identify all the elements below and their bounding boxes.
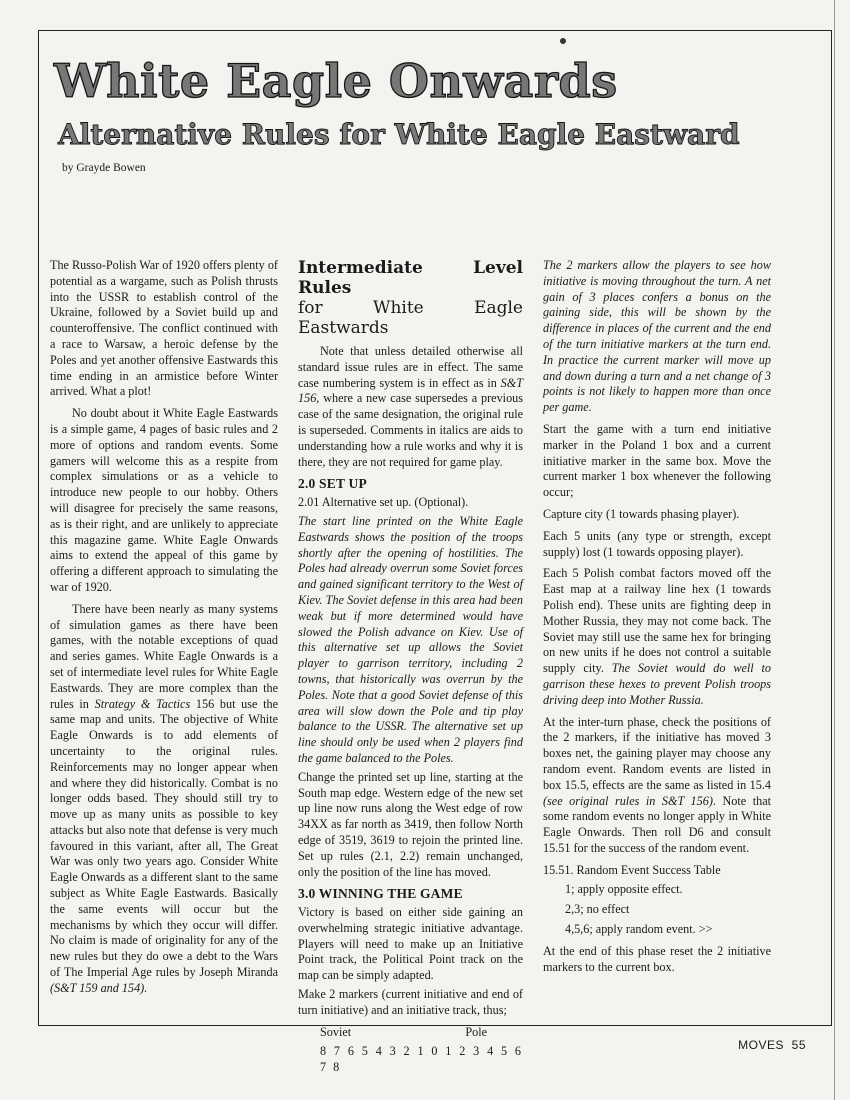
table-row: 4,5,6; apply random event. >> <box>565 922 713 937</box>
article-subtitle: Alternative Rules for White Eagle Eastward <box>58 118 740 151</box>
byline: by Grayde Bowen <box>62 162 146 174</box>
text-run: Strategy & Tactics <box>94 696 191 711</box>
paragraph <box>298 344 523 470</box>
paragraph <box>50 602 278 997</box>
magazine-name: MOVES <box>738 1038 784 1052</box>
text-run: 156 but use the same map and units. The objective of White Eagle Onwards is to add elements of uncertainty to the original rules. Reinforcements may no longer appear when and where they did historically. Combat is no longer odds based. They should still try to move up as many units as possible to key attacks but also note that defense is very much favoured in this variant, after all, The Great War was only two years ago. Consider White Eagle Onwards as a different slant to the same subject as White Eagle Eastwards. Basically the same events will occur but the mechanisms by which they occur will differ. No claim is made of originality for any of the new rules but they do owe a debt to the Wars of The Imperial Age rules by Joseph Miranda <box>50 696 278 980</box>
rule-heading-3-0: 3.0 WINNING THE GAME <box>298 886 463 902</box>
section-heading-line-2: for White Eagle Eastwards <box>298 298 523 338</box>
column-2 <box>298 258 523 1076</box>
text-run: (see original rules in S&T 156) <box>543 793 713 808</box>
page-footer <box>738 1038 806 1052</box>
track-label-pole: Pole <box>465 1024 487 1039</box>
column-3 <box>543 258 771 978</box>
text-run: At the inter-turn phase, check the positions of the 2 markers, if the initiative has moved 3 boxes net, the gaining player may choose any random event. Random events are listed in box 15.5, effects are the same as listed in 15.4 <box>543 714 771 792</box>
paragraph <box>543 566 771 708</box>
section-heading <box>298 258 523 338</box>
text-run: (S&T 159 and 154). <box>50 980 148 995</box>
text-run: The Soviet would do well to garrison these hexes to prevent Polish troops driving deep into Mother Russia. <box>543 661 771 707</box>
table-title: 15.51. Random Event Success Table <box>543 862 721 877</box>
paragraph <box>543 715 771 857</box>
section-heading-line-1: Intermediate Level Rules <box>298 258 523 298</box>
page-edge-line <box>834 0 835 1100</box>
paragraph: The 2 markers allow the players to see how initiative is moving throughout the turn. A net gain of 3 places confers a bonus on the gaining side, this will be shown by the difference in places of the current and the end of the turn initiative markers at the turn end. In practice the current marker will move up and down during a turn and a net change of 3 points is not likely to happen more than once per game. <box>543 258 771 415</box>
track-label-soviet: Soviet <box>320 1024 352 1039</box>
paragraph: The start line printed on the White Eagle Eastwards shows the position of the troops shortly after the opening of hostilities. The Poles had already overrun some Soviet forces and gained significant territory to the West of Kiev. The Soviet defense in this area had been weak but if more determined would have slowed the Polish advance on Kiev. Use of this alternative set up allows the Soviet player to garrison territory, including 2 towns, that historically was overrun by the Poles. Note that a good Soviet defense of this area will slow down the Pole and tip play balance to the USSR. The alternative set up line should only be used when 2 players find the game balanced to the Poles. <box>298 513 523 765</box>
paragraph: Each 5 units (any type or strength, except supply) lost (1 towards opposing player). <box>543 528 771 559</box>
paragraph: Make 2 markers (current initiative and end of turn initiative) and an initiative track, thus; <box>298 987 523 1017</box>
text-run: Each 5 Polish combat factors moved off the East map at a railway line hex (1 towards Polish end). These units are fighting deep in Mother Russia, they may not come back. The Soviet may still use the same hex for bringing on new units if he does not control a suitable supply city. <box>543 566 771 676</box>
rule-heading-2-0: 2.0 SET UP <box>298 476 367 492</box>
initiative-track-numbers: 8 7 6 5 4 3 2 1 0 1 2 3 4 5 6 7 8 <box>320 1044 523 1075</box>
text-run: Note that unless detailed otherwise all standard issue rules are in effect. The same case numbering system is in effect as in <box>298 344 523 390</box>
paragraph: The Russo-Polish War of 1920 offers plenty of potential as a wargame, such as Polish thrusts into the USSR to establish control of the Ukraine, followed by a Soviet build up and counteroffensive. The conflict continued with a race to Warsaw, a heroic defense by the Poles and yet another offensive Eastwards this time ending in an armistice before Winter arrived. What a plot! <box>50 258 278 399</box>
table-row: 1; apply opposite effect. <box>565 882 683 897</box>
text-run: . Note that some random events no longer apply in White Eagle Onwards. Then roll D6 and consult 15.51 for the success of the random event. <box>543 793 771 855</box>
paragraph: At the end of this phase reset the 2 initiative markers to the current box. <box>543 943 771 974</box>
paragraph: Change the printed set up line, starting at the South map edge. Western edge of the new set up line now runs along the West edge of row 34XX as far north as 3419, then follow North edge of 3519, 3619 to rejoin the printed line. Set up rules (2.1, 2.2) remain unchanged, only the position of the line has moved. <box>298 769 523 879</box>
paragraph: Victory is based on either side gaining an overwhelming strategic initiative advantage. Players will need to make up an Initiative Point track, the Political Point track on the map can be simply adapted. <box>298 905 523 983</box>
text-run: S&T 156 <box>298 375 523 406</box>
ink-dot <box>560 38 566 44</box>
paragraph: Capture city (1 towards phasing player). <box>543 506 740 521</box>
article-title: White Eagle Onwards <box>54 54 618 108</box>
text-run: There have been nearly as many systems of simulation games as there have been games, with the notable exceptions of quad and series games. White Eagle Onwards is a set of intermediate level rules for White Eagle Eastwards. They are more complex than the rules in <box>50 601 278 711</box>
text-run: , where a new case supersedes a previous case of the same designation, the original rule is superseded. Comments in italics are aids to understanding how a rule works and why it is there, they are not required for game play. <box>298 391 523 469</box>
column-1 <box>50 258 278 1000</box>
paragraph: Start the game with a turn end initiative marker in the Poland 1 box and a current initiative marker in the same box. Move the current marker 1 box whenever the following occur; <box>543 421 771 500</box>
paragraph: No doubt about it White Eagle Eastwards is a simple game, 4 pages of basic rules and 2 more of options and random events. Some gamers will welcome this as a respite from complex simulations or as a vehicle to introduce new people to our hobby. Others will disagree for precisely the same reasons, as is their right, and are unlikely to appreciate this magazine game. White Eagle Onwards aims to extend the appeal of this game by offering a different approach to simulating the war of 1920. <box>50 406 278 594</box>
initiative-track-labels <box>298 1025 523 1041</box>
table-row: 2,3; no effect <box>565 902 630 917</box>
page-number: 55 <box>791 1038 806 1052</box>
paragraph: 2.01 Alternative set up. (Optional). <box>298 495 469 510</box>
